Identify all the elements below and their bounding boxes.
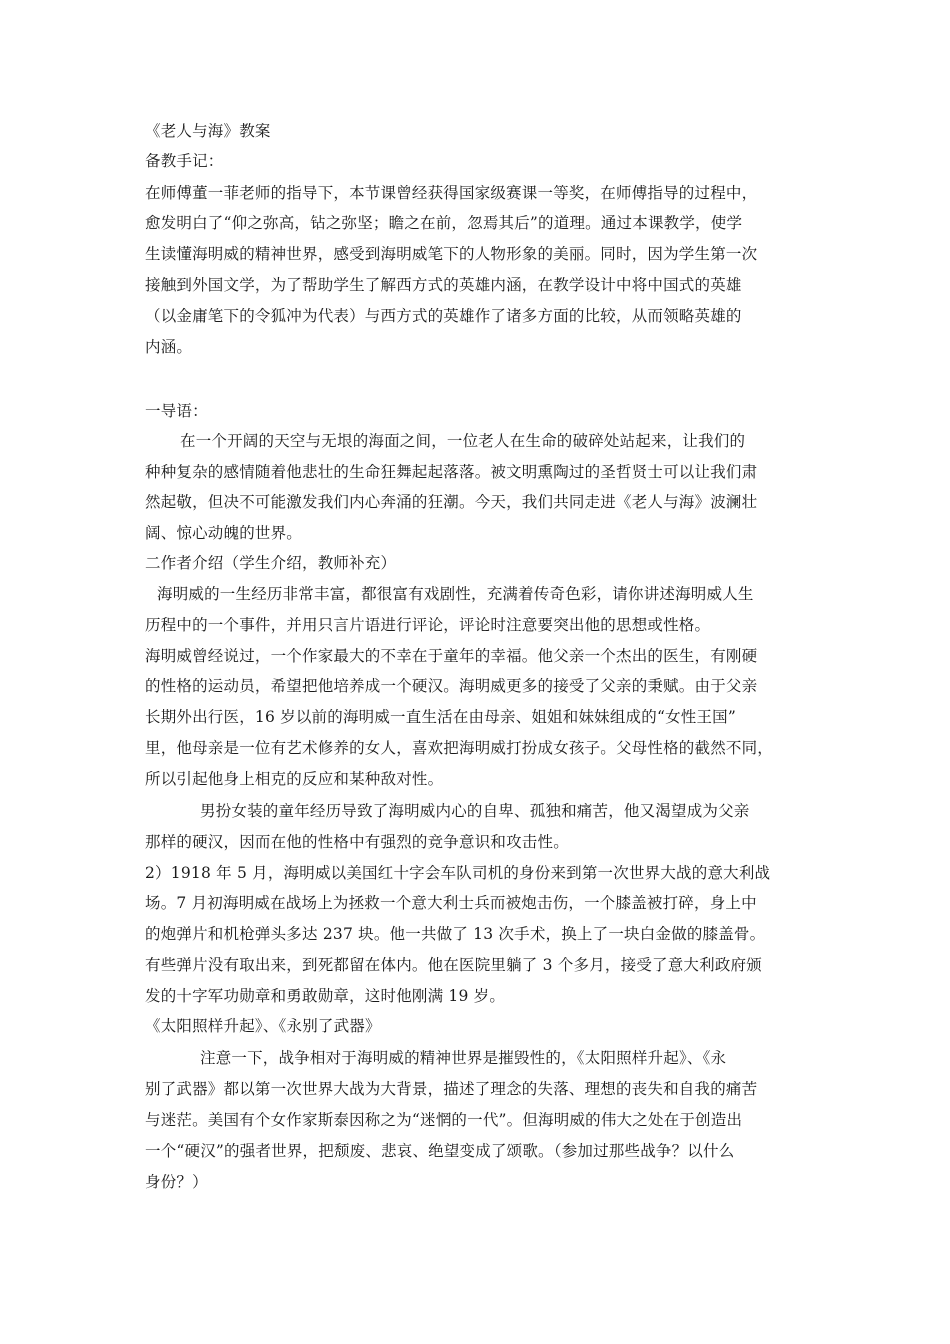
- note-line: 身份？）: [145, 1173, 208, 1191]
- childhood-line: 海明威曾经说过，一个作家最大的不幸在于童年的幸福。他父亲一个杰出的医生，有刚硬: [145, 647, 758, 665]
- intro-line: 在一个开阔的天空与无垠的海面之间，一位老人在生命的破碎处站起来，让我们的: [180, 432, 746, 450]
- note-line: 一个“硬汉”的强者世界，把颓废、悲哀、绝望变成了颂歌。（参加过那些战争？以什么: [145, 1142, 735, 1160]
- note-line: 与迷茫。美国有个女作家斯泰因称之为“迷惘的一代”。但海明威的伟大之处在于创造出: [145, 1111, 743, 1129]
- childhood-line: 里，他母亲是一位有艺术修养的女人，喜欢把海明威打扮成女孩子。父母性格的截然不同，: [145, 739, 774, 757]
- comment-line: 男扮女装的童年经历导致了海明威内心的自卑、孤独和痛苦，他又渴望成为父亲: [200, 802, 750, 820]
- document-title: 《老人与海》教案: [145, 122, 271, 140]
- war-line: 有些弹片没有取出来，到死都留在体内。他在医院里躺了 3 个多月，接受了意大利政府颁: [145, 956, 762, 974]
- war-line: 的炮弹片和机枪弹头多达 237 块。他一共做了 13 次手术，换上了一块白金做的膝盖骨。: [145, 925, 766, 943]
- notes-line: 在师傅董一菲老师的指导下，本节课曾经获得国家级赛课一等奖，在师傅指导的过程中，: [145, 184, 758, 202]
- war-line: 场。7 月初海明威在战场上为拯救一个意大利士兵而被炮击伤，一个膝盖被打碎，身上中: [145, 894, 757, 912]
- childhood-line: 长期外出行医，16 岁以前的海明威一直生活在由母亲、姐姐和妹妹组成的“女性王国”: [145, 708, 737, 726]
- note-line: 注意一下，战争相对于海明威的精神世界是摧毁性的，《太阳照样升起》、《永: [200, 1049, 727, 1067]
- childhood-line: 的性格的运动员，希望把他培养成一个硬汉。海明威更多的接受了父亲的秉赋。由于父亲: [145, 677, 758, 695]
- notes-heading: 备教手记：: [145, 152, 224, 170]
- intro-heading: 一导语：: [145, 402, 208, 420]
- intro-line: 阔、惊心动魄的世界。: [145, 524, 303, 542]
- notes-line: 接触到外国文学，为了帮助学生了解西方式的英雄内涵，在教学设计中将中国式的英雄: [145, 276, 742, 294]
- war-line: 2）1918 年 5 月，海明威以美国红十字会车队司机的身份来到第一次世界大战的意大利战: [145, 864, 771, 882]
- comment-line: 那样的硬汉，因而在他的性格中有强烈的竞争意识和攻击性。: [145, 833, 569, 851]
- war-line: 发的十字军功勋章和勇敢勋章，这时他刚满 19 岁。: [145, 987, 506, 1005]
- author-line: 海明威的一生经历非常丰富，都很富有戏剧性，充满着传奇色彩，请你讲述海明威人生: [157, 585, 754, 603]
- author-heading: 二作者介绍（学生介绍，教师补充）: [145, 554, 397, 572]
- note-line: 别了武器》都以第一次世界大战为大背景，描述了理念的失落、理想的丧失和自我的痛苦: [145, 1080, 758, 1098]
- notes-line: （以金庸笔下的令狐冲为代表）与西方式的英雄作了诸多方面的比较，从而领略英雄的: [145, 307, 742, 325]
- notes-line: 生读懂海明威的精神世界，感受到海明威笔下的人物形象的美丽。同时，因为学生第一次: [145, 245, 758, 263]
- childhood-line: 所以引起他身上相克的反应和某种敌对性。: [145, 770, 444, 788]
- intro-line: 然起敬，但决不可能激发我们内心奔涌的狂潮。今天，我们共同走进《老人与海》波澜壮: [145, 493, 758, 511]
- notes-line: 内涵。: [145, 338, 193, 356]
- notes-line: 愈发明白了“仰之弥高，钻之弥坚；瞻之在前，忽焉其后”的道理。通过本课教学，使学: [145, 214, 743, 232]
- author-line: 历程中的一个事件，并用只言片语进行评论，评论时注意要突出他的思想或性格。: [145, 616, 711, 634]
- books-line: 《太阳照样升起》、《永别了武器》: [145, 1017, 381, 1035]
- intro-line: 种种复杂的感情随着他悲壮的生命狂舞起起落落。被文明熏陶过的圣哲贤士可以让我们肃: [145, 463, 758, 481]
